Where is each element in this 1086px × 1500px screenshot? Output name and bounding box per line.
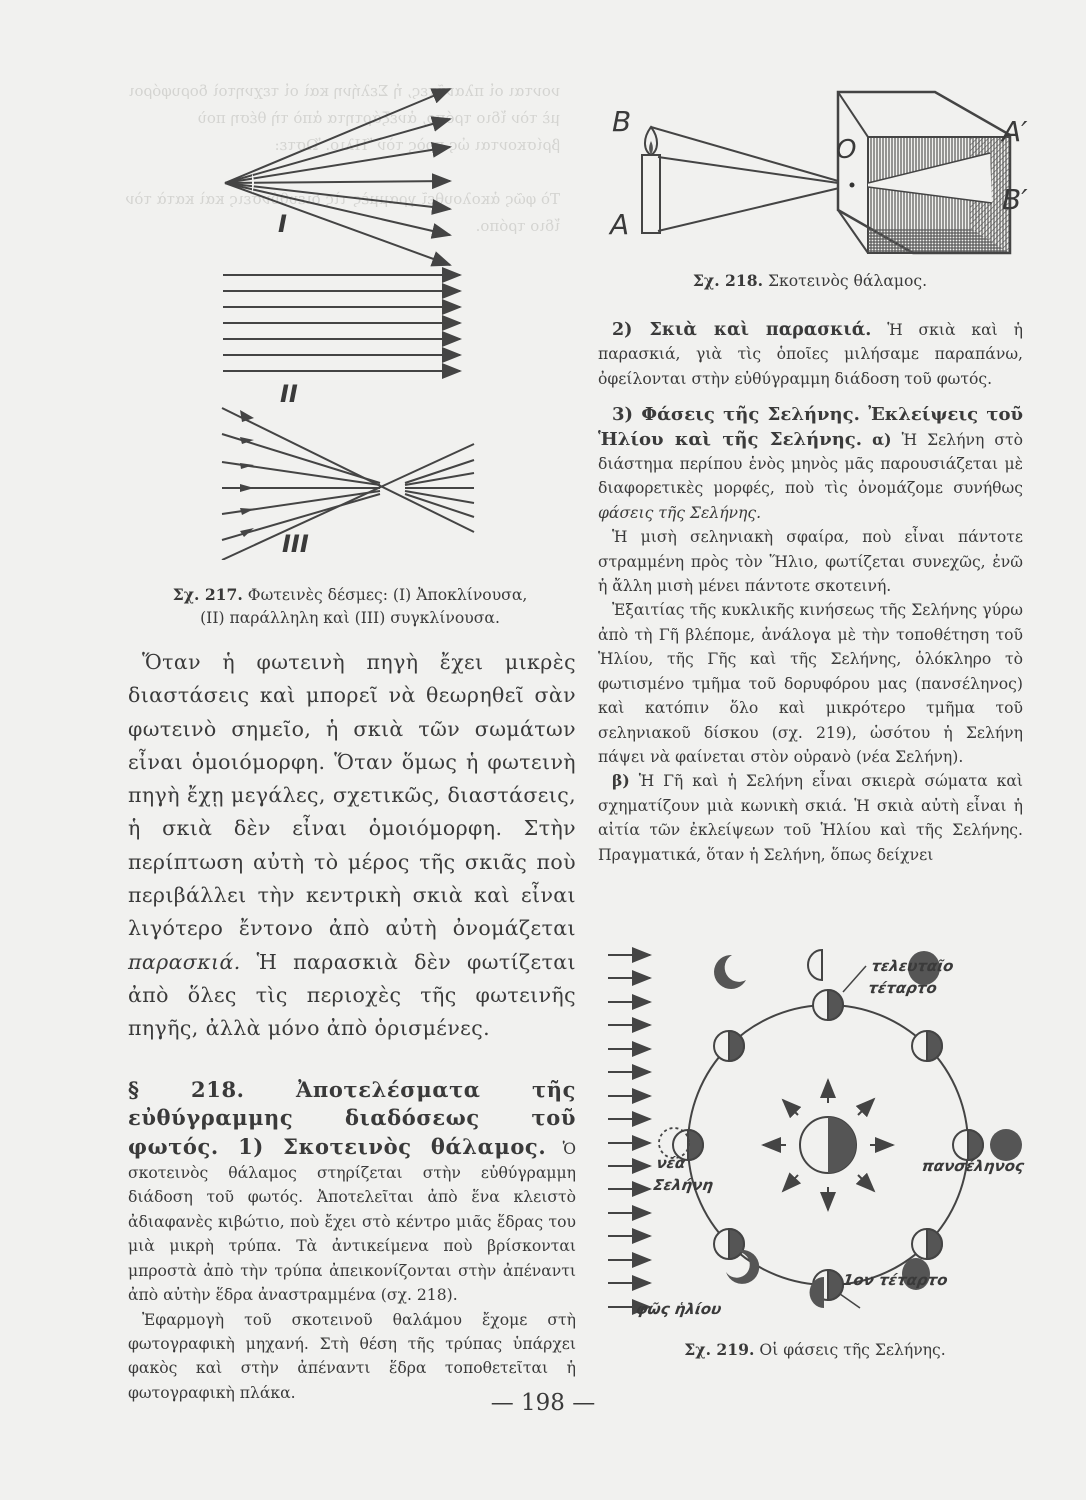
right-column (598, 318, 1023, 867)
label-O: O (836, 135, 857, 165)
label-sunlight: φῶς ἡλίου (634, 1300, 723, 1318)
caption-number: Σχ. 218. (692, 271, 764, 290)
circular-motion-text: Ἐξαιτίας τῆς κυκλικῆς κινήσεως τῆς Σελήνης γύρω ἀπὸ τὴ Γῆ βλέπομε, ἀνάλογα μὲ τὴν τοποθέτηση τοῦ Ἡλίου, τῆς Γῆς καὶ τῆς Σελήνης, ὁλόκληρο τὸ φωτισμένο τμῆμα τοῦ δορυφόρου μας (πανσέληνος) καὶ κατόπιν ὅλο καὶ μικρότερο τμῆμα τοῦ σεληνιακοῦ δίσκου (σχ. 219), ὡσότου ἡ Σελήνη πάψει νὰ φαίνεται στὸν οὐρανὸ (νέα Σελήνη). (598, 601, 1023, 766)
shadow-text: Ἡ σκιὰ καὶ ἡ παρασκιά, γιὰ τὶς ὁποῖες μιλήσαμε παραπάνω, ὀφείλονται στὴν εὐθύγραμμη διάδοση τοῦ φωτός. (598, 321, 1023, 388)
camera-application-text: Ἐφαρμογὴ τοῦ σκοτεινοῦ θαλάμου ἔχομε στὴ φωτογραφικὴ μηχανή. Στὴ θέση τῆς τρύπας ὑπάρχει φακὸς καὶ στὴν ἀπέναντι ἕδρα τοποθετεῖται ἡ φωτογραφικὴ πλάκα. (128, 1310, 576, 1402)
half-sphere-text: Ἡ μισὴ σεληνιακὴ σφαίρα, ποὺ εἶναι πάντοτε στραμμένη πρὸς τὸν Ἥλιο, φωτίζεται συνεχῶς, ἐνῶ ἡ ἄλλη μισὴ μένει πάντοτε σκοτεινή. (598, 528, 1023, 596)
caption-number: Σχ. 217. (172, 585, 243, 604)
phases-heading: 3) Φάσεις τῆς Σελήνης. Ἐκλείψεις τοῦ Ἡλίου καὶ τῆς Σελήνης. (598, 404, 1023, 450)
bleed-line-2: Τὸ φῶς ἀκολουθεῖ γραμμὲς τὶς διευθύνσεις καὶ κατὰ τὸν ἴδιο τρόπο. (125, 190, 560, 235)
caption-text-2: (II) παράλληλη καὶ (III) συγκλίνουσα. (200, 609, 500, 627)
diverging-beam-diagram (220, 85, 480, 275)
section-218 (128, 1076, 576, 1308)
phases-a-label: α) (872, 429, 892, 449)
phases-a-text: Ἡ Σελήνη στὸ διάστημα περίπου ἑνὸς μηνὸς μᾶς παρουσιάζεται μὲ διαφορετικὲς μορφές, ποὺ τὶς ὀνομάζομε συνήθως (598, 430, 1024, 498)
caption-text: Σκοτεινὸς θάλαμος. (768, 272, 928, 290)
figure-218-caption (600, 269, 1020, 293)
moon-phases-diagram (598, 930, 1028, 1325)
label-B: B (612, 105, 632, 138)
beam-label-I: I (278, 210, 287, 238)
page-number: — 198 — (490, 1390, 596, 1416)
bleed-line-1: νονται οἱ πλανῆτες, ἡ Σελήνη καὶ οἱ τεχνητοὶ δορυφόροι μὲ τὸν ἴδιο τρόπο, ἀνεξάρτητα ἀπὸ τὴ θέση ποὺ βρίσκονται ὡς πρὸς τὸν Ἥλιο. Ὥστε: (128, 82, 560, 154)
caption-text: Οἱ φάσεις τῆς Σελήνης. (759, 1341, 946, 1359)
eclipse-text: Ἡ Γῆ καὶ ἡ Σελήνη εἶναι σκιερὰ σώματα καὶ σχηματίζουν μιὰ κωνικὴ σκιά. Ἡ σκιὰ αὐτὴ εἶναι ἡ αἰτία τῶν ἐκλείψεων τοῦ Ἡλίου καὶ τῆς Σελήνης. Πραγματικά, ὅταν ἡ Σελήνη, ὅπως δείχνει (598, 772, 1023, 864)
camera-obscura-diagram (600, 85, 1025, 260)
section-heading: § 218. Ἀποτελέσματα τῆς εὐθύγραμμης διαδόσεως τοῦ φωτός. 1) Σκοτεινὸς θάλαμος. (128, 1076, 576, 1159)
label-last-quarter: τελευταῖο τέταρτο (867, 957, 955, 997)
penumbra-text-end: Ἡ παρασκιὰ δὲν φωτίζεται ἀπὸ ὅλες τὶς περιοχὲς τῆς φωτεινῆς πηγῆς, ἀλλὰ μόνο ἀπὸ ὁρισμένες. (128, 949, 576, 1041)
penumbra-paragraph (128, 646, 576, 1046)
caption-text-1: Φωτεινὲς δέσμες: (I) Ἀποκλίνουσα, (247, 586, 528, 604)
penumbra-term: παρασκιά. (128, 949, 241, 974)
beam-label-II: II (280, 380, 298, 408)
phases-b-label: β) (612, 771, 630, 791)
parallel-beam-diagram (220, 265, 480, 385)
phases-term: φάσεις τῆς Σελήνης. (598, 503, 762, 522)
penumbra-text: Ὅταν ἡ φωτεινὴ πηγὴ ἔχει μικρὲς διαστάσεις καὶ μπορεῖ νὰ θεωρηθεῖ σὰν φωτεινὸ σημεῖο, ἡ σκιὰ τῶν σωμάτων εἶναι ὁμοιόμορφη. Ὅταν ὅμως ἡ φωτεινὴ πηγὴ ἔχῃ μεγάλες, σχετικῶς, διαστάσεις, ἡ σκιὰ δὲν εἶναι ὁμοιόμορφη. Στὴν περίπτωση αὐτὴ τὸ μέρος τῆς σκιᾶς ποὺ περιβάλλει τὴν κεντρικὴ σκιὰ καὶ εἶναι λιγότερο ἔντονο ἀπὸ αὐτὴ ὀνομάζεται (128, 650, 576, 941)
camera-obscura-text: Ὁ σκοτεινὸς θάλαμος στηρίζεται στὴν εὐθύγραμμη διάδοση τοῦ φωτός. Ἀποτελεῖται ἀπὸ ἕνα κλειστὸ ἀδιαφανὲς κιβώτιο, ποὺ ἔχει στὸ κέντρο μιᾶς ἕδρας του μιὰ μικρὴ τρύπα. Τὰ ἀντικείμενα ποὺ βρίσκονται μπροστὰ ἀπὸ τὴν τρύπα ἀπεικονίζονται στὴν ἀπέναντι ἀπὸ αὐτὴν ἕδρα ἀναστραμμένα (σχ. 218). (128, 1139, 576, 1305)
caption-number: Σχ. 219. (684, 1340, 755, 1359)
shadow-heading: 2) Σκιὰ καὶ παρασκιά. (612, 320, 872, 340)
shadow-paragraph (598, 318, 1023, 391)
figure-219-caption (600, 1338, 1030, 1362)
label-new-moon: νέα Σελήνη (652, 1154, 715, 1194)
label-full-moon: πανσέληνος (920, 1157, 1026, 1175)
figure-217-caption (130, 583, 570, 630)
left-column (128, 646, 576, 1405)
label-A-prime: A′ (1002, 115, 1028, 148)
beam-label-III: III (282, 530, 309, 558)
label-A: A (610, 208, 630, 241)
converging-beam-diagram (220, 400, 480, 560)
label-B-prime: B′ (1002, 183, 1028, 216)
phases-paragraph (598, 403, 1023, 525)
label-first-quarter: 1ον τέταρτο (841, 1271, 949, 1289)
circular-motion-paragraph (598, 598, 1023, 769)
half-sphere-paragraph (598, 525, 1023, 598)
eclipse-paragraph (598, 769, 1023, 867)
